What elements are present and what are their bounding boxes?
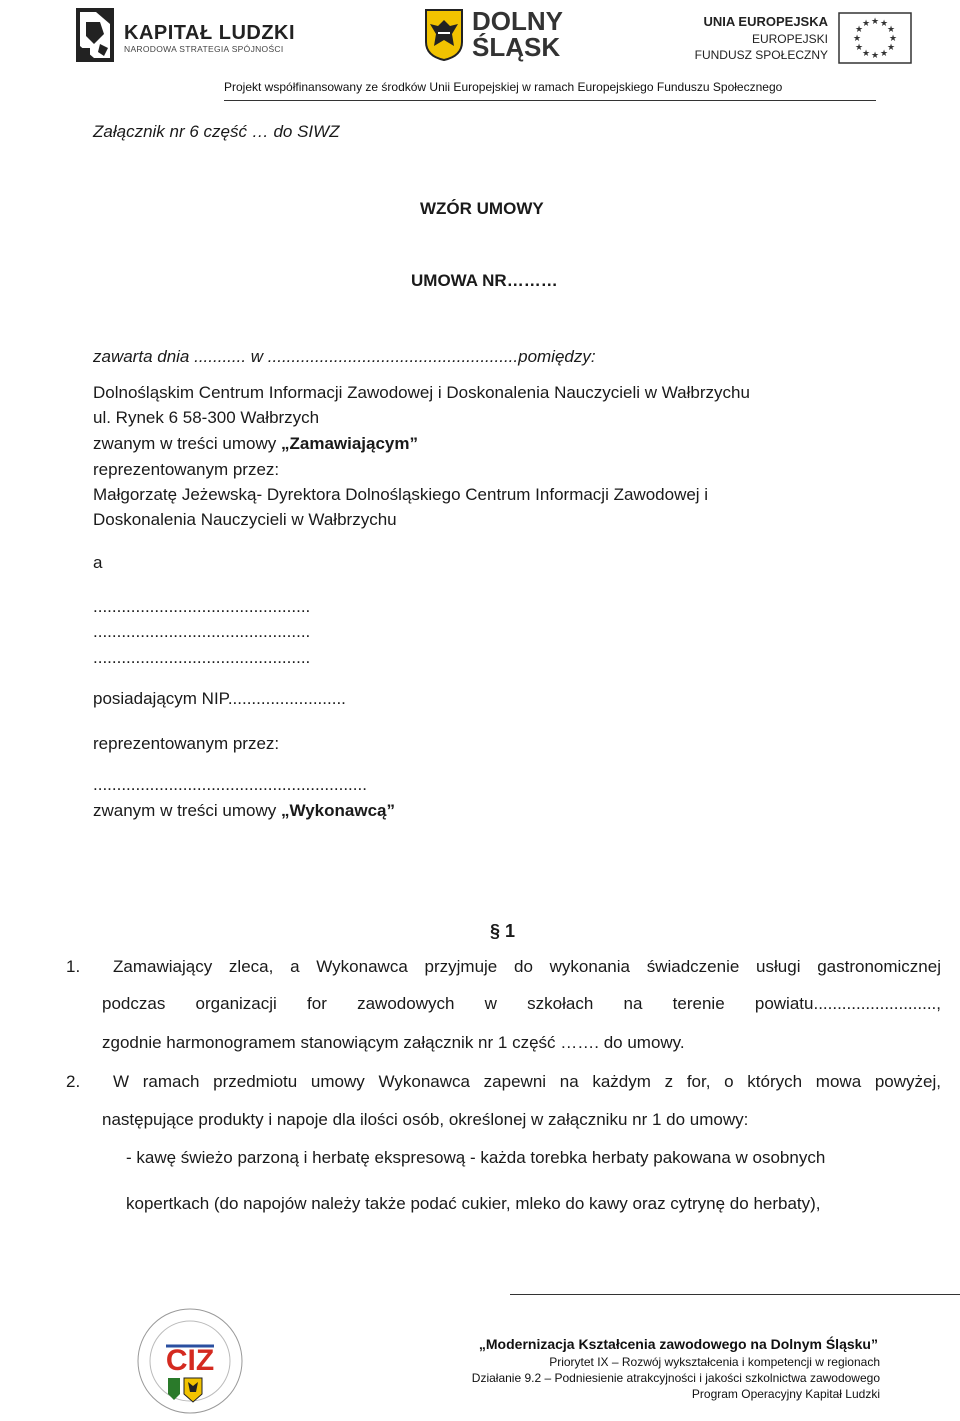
party1-representative-line1: Małgorzatę Jeżewską- Dyrektora Dolnośląskiego Centrum Informacji Zawodowej i bbox=[93, 485, 709, 504]
eagle-crest-icon bbox=[424, 8, 464, 62]
eu-logo bbox=[694, 12, 912, 68]
eu-line3: FUNDUSZ SPOŁECZNY bbox=[694, 48, 828, 62]
party1-called-prefix: zwanym w treści umowy bbox=[93, 434, 281, 453]
svg-text:★: ★ bbox=[879, 49, 889, 59]
party2-called bbox=[93, 800, 395, 822]
section-heading: § 1 bbox=[490, 921, 516, 941]
svg-text:★: ★ bbox=[854, 43, 864, 53]
svg-text:★: ★ bbox=[886, 43, 896, 53]
dolny-slask-line1: DOLNY bbox=[472, 6, 563, 36]
ciz-emblem-icon bbox=[130, 1306, 250, 1416]
attachment-label: Załącznik nr 6 część … do SIWZ bbox=[93, 122, 340, 141]
svg-text:★: ★ bbox=[888, 34, 898, 44]
party2-blank-line1: .............................................. bbox=[93, 597, 311, 616]
kapital-ludzki-logo bbox=[70, 4, 296, 66]
item-1-line2: podczas organizacji for zawodowych w szkołach na terenie powiatu.........................., bbox=[102, 994, 941, 1013]
party1-called-name: „Zamawiającym” bbox=[280, 434, 418, 453]
party1-address: ul. Rynek 6 58-300 Wałbrzych bbox=[93, 408, 320, 427]
party2-blank-line2: .............................................. bbox=[93, 622, 311, 641]
and-conjunction: a bbox=[93, 553, 103, 572]
cofinancing-caption: Projekt współfinansowany ze środków Unii Europejskiej w ramach Europejskiego Funduszu Społecznego bbox=[224, 80, 783, 94]
dolny-slask-logo bbox=[424, 8, 584, 64]
party2-nip: posiadającym NIP......................... bbox=[93, 689, 346, 708]
ciz-logo bbox=[130, 1306, 250, 1416]
svg-text:★: ★ bbox=[854, 25, 864, 35]
party1-representative-line2: Doskonalenia Nauczycieli w Wałbrzychu bbox=[93, 510, 397, 529]
concluded-line: zawarta dnia ........... w .....................................................pomiędzy: bbox=[93, 347, 596, 366]
item-2-sub-line1: - kawę świeżo parzoną i herbatę ekspresową - każda torebka herbaty pakowana w osobnych bbox=[126, 1148, 826, 1167]
item-1-number: 1. bbox=[66, 957, 81, 976]
item-2-line2: następujące produkty i napoje dla ilości osób, określonej w załączniku nr 1 do umowy: bbox=[102, 1110, 749, 1129]
item-2-line1: W ramach przedmiotu umowy Wykonawca zapewni na każdym z for, o których mowa powyżej, bbox=[113, 1072, 941, 1091]
document-heading: WZÓR UMOWY bbox=[420, 199, 544, 218]
svg-text:★: ★ bbox=[879, 19, 889, 29]
eu-line2: EUROPEJSKI bbox=[751, 32, 828, 46]
svg-text:★: ★ bbox=[852, 34, 862, 44]
eu-flag-icon bbox=[838, 12, 912, 64]
kapital-ludzki-subtitle: NARODOWA STRATEGIA SPÓJNOŚCI bbox=[124, 44, 284, 54]
ciz-logo-text: CIZ bbox=[165, 1344, 215, 1377]
party2-represented: reprezentowanym przez: bbox=[93, 734, 280, 753]
item-2-number: 2. bbox=[66, 1072, 81, 1091]
party1-represented: reprezentowanym przez: bbox=[93, 460, 280, 479]
dolny-slask-line2: ŚLĄSK bbox=[472, 32, 561, 62]
svg-text:★: ★ bbox=[861, 49, 871, 59]
svg-text:★: ★ bbox=[870, 51, 880, 61]
party1-called bbox=[93, 433, 418, 455]
footer-programme: Program Operacyjny Kapitał Ludzki bbox=[691, 1387, 880, 1401]
kapital-ludzki-emblem-icon bbox=[70, 4, 118, 66]
svg-text:★: ★ bbox=[870, 17, 880, 27]
footer-priority: Priorytet IX – Rozwój wykształcenia i kompetencji w regionach bbox=[549, 1355, 880, 1369]
item-2-sub-line2: kopertkach (do napojów należy także podać cukier, mleko do kawy oraz cytrynę do herbaty), bbox=[126, 1194, 821, 1213]
header-divider bbox=[224, 100, 876, 101]
item-1-line1: Zamawiający zleca, a Wykonawca przyjmuje do wykonania świadczenie usługi gastronomicznej bbox=[113, 957, 941, 976]
svg-text:★: ★ bbox=[861, 19, 871, 29]
kapital-ludzki-title: KAPITAŁ LUDZKI bbox=[124, 22, 296, 44]
party2-called-name: „Wykonawcą” bbox=[280, 801, 395, 820]
footer-project-title: „Modernizacja Kształcenia zawodowego na Dolnym Śląsku” bbox=[478, 1336, 878, 1352]
footer-action: Działanie 9.2 – Podniesienie atrakcyjności i jakości szkolnictwa zawodowego bbox=[471, 1371, 880, 1385]
item-1-line3: zgodnie harmonogramem stanowiącym załącznik nr 1 część ……. do umowy. bbox=[102, 1033, 685, 1052]
svg-text:★: ★ bbox=[886, 25, 896, 35]
footer-divider bbox=[510, 1294, 960, 1295]
party2-called-prefix: zwanym w treści umowy bbox=[93, 801, 281, 820]
party2-blank-line3: .............................................. bbox=[93, 648, 311, 667]
contract-number: UMOWA NR……… bbox=[411, 271, 558, 290]
party2-representative-blank: .......................................................... bbox=[93, 775, 367, 794]
eu-line1: UNIA EUROPEJSKA bbox=[703, 14, 828, 29]
party1-name: Dolnośląskim Centrum Informacji Zawodowej i Doskonalenia Nauczycieli w Wałbrzychu bbox=[93, 383, 750, 402]
